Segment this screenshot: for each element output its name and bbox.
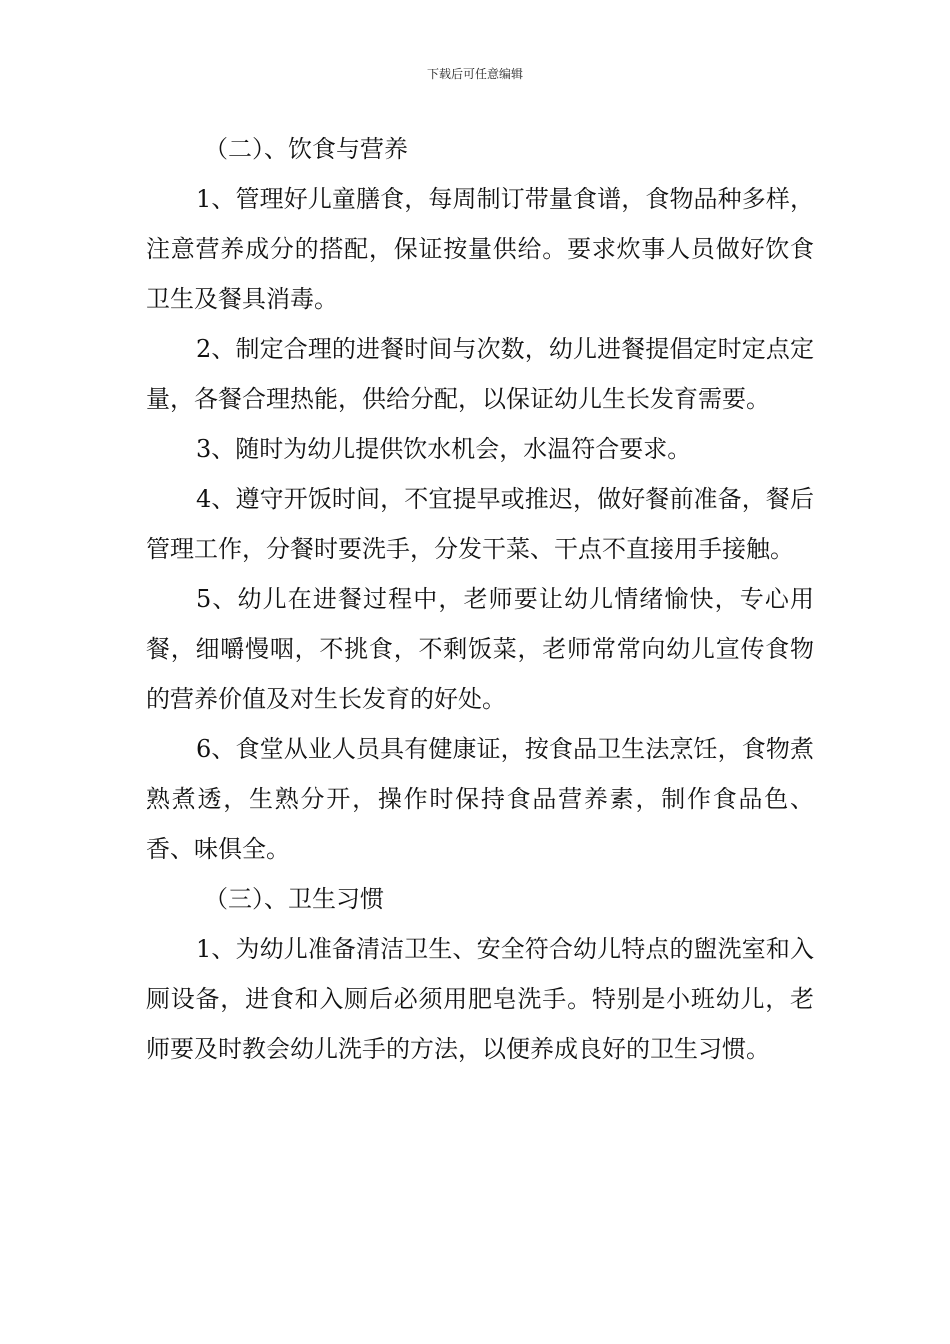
section-heading-diet-nutrition: （二）、饮食与营养 bbox=[204, 135, 408, 163]
paragraph-item-3: 3、随时为幼儿提供饮水机会，水温符合要求。 bbox=[196, 435, 692, 463]
paragraph-item-5: 5、幼儿在进餐过程中，老师要让幼儿情绪愉快，专心用餐，细嚼慢咽，不挑食，不剩饭菜，老师常常向幼儿宣传食物的营养价值及对生长发育的好处。 bbox=[146, 585, 814, 713]
paragraph-item-1: 1、管理好儿童膳食，每周制订带量食谱，食物品种多样，注意营养成分的搭配，保证按量供给。要求炊事人员做好饮食卫生及餐具消毒。 bbox=[146, 185, 814, 313]
paragraph-item-2: 2、制定合理的进餐时间与次数，幼儿进餐提倡定时定点定量，各餐合理热能，供给分配，以保证幼儿生长发育需要。 bbox=[146, 335, 814, 413]
page-header: 下载后可任意编辑 bbox=[426, 67, 523, 81]
paragraph-item-4: 4、遵守开饭时间，不宜提早或推迟，做好餐前准备，餐后管理工作，分餐时要洗手，分发干菜、干点不直接用手接触。 bbox=[146, 485, 814, 563]
document-body bbox=[146, 124, 814, 1074]
paragraph-hygiene-item-1: 1、为幼儿准备清洁卫生、安全符合幼儿特点的盥洗室和入厕设备，进食和入厕后必须用肥皂洗手。特别是小班幼儿，老师要及时教会幼儿洗手的方法，以便养成良好的卫生习惯。 bbox=[146, 935, 814, 1063]
section-heading-hygiene-habits: （三）、卫生习惯 bbox=[204, 885, 384, 913]
paragraph-item-6: 6、食堂从业人员具有健康证，按食品卫生法烹饪，食物煮熟煮透，生熟分开，操作时保持食品营养素，制作食品色、香、味俱全。 bbox=[146, 735, 814, 863]
